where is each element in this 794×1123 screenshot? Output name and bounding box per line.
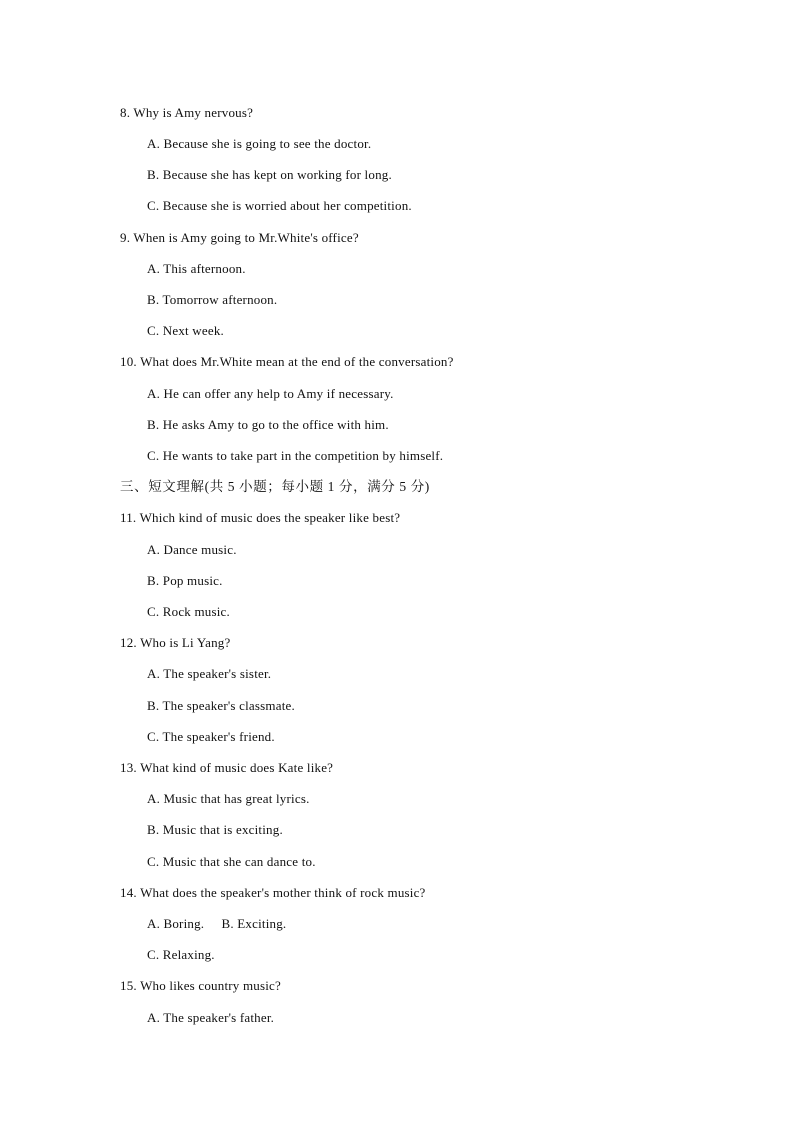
question-13-option-a: A. Music that has great lyrics. (147, 791, 310, 806)
question-9-option-c: C. Next week. (147, 323, 224, 338)
question-13-option-c: C. Music that she can dance to. (147, 854, 316, 869)
question-10-stem: 10. What does Mr.White mean at the end of the conversation? (120, 354, 454, 369)
question-13-stem: 13. What kind of music does Kate like? (120, 760, 334, 775)
question-15-stem: 15. Who likes country music? (120, 978, 281, 993)
question-8-option-c: C. Because she is worried about her competition. (147, 198, 412, 213)
question-10-option-b: B. He asks Amy to go to the office with him. (147, 417, 389, 432)
question-12-option-b: B. The speaker's classmate. (147, 698, 295, 713)
question-12-option-c: C. The speaker's friend. (147, 729, 275, 744)
question-12-stem: 12. Who is Li Yang? (120, 635, 231, 650)
question-13-option-b: B. Music that is exciting. (147, 822, 283, 837)
question-9-stem: 9. When is Amy going to Mr.White's office? (120, 230, 359, 245)
question-15-option-a: A. The speaker's father. (147, 1010, 275, 1025)
section-heading: 三、短文理解(共 5 小题；每小题 1 分，满分 5 分) (120, 479, 430, 494)
question-11-stem: 11. Which kind of music does the speaker like best? (120, 510, 401, 525)
question-14-stem: 14. What does the speaker's mother think of rock music? (120, 885, 426, 900)
question-8-option-a: A. Because she is going to see the doctor. (147, 136, 372, 151)
question-8-stem: 8. Why is Amy nervous? (120, 105, 254, 120)
question-10-option-c: C. He wants to take part in the competition by himself. (147, 448, 444, 463)
question-11-option-a: A. Dance music. (147, 542, 237, 557)
question-14-options-ab: A. Boring. B. Exciting. (147, 916, 287, 931)
question-9-option-b: B. Tomorrow afternoon. (147, 292, 278, 307)
question-10-option-a: A. He can offer any help to Amy if necessary. (147, 386, 394, 401)
question-9-option-a: A. This afternoon. (147, 261, 246, 276)
question-12-option-a: A. The speaker's sister. (147, 666, 272, 681)
question-11-option-b: B. Pop music. (147, 573, 223, 588)
question-11-option-c: C. Rock music. (147, 604, 230, 619)
question-14-option-c: C. Relaxing. (147, 947, 215, 962)
question-8-option-b: B. Because she has kept on working for long. (147, 167, 392, 182)
